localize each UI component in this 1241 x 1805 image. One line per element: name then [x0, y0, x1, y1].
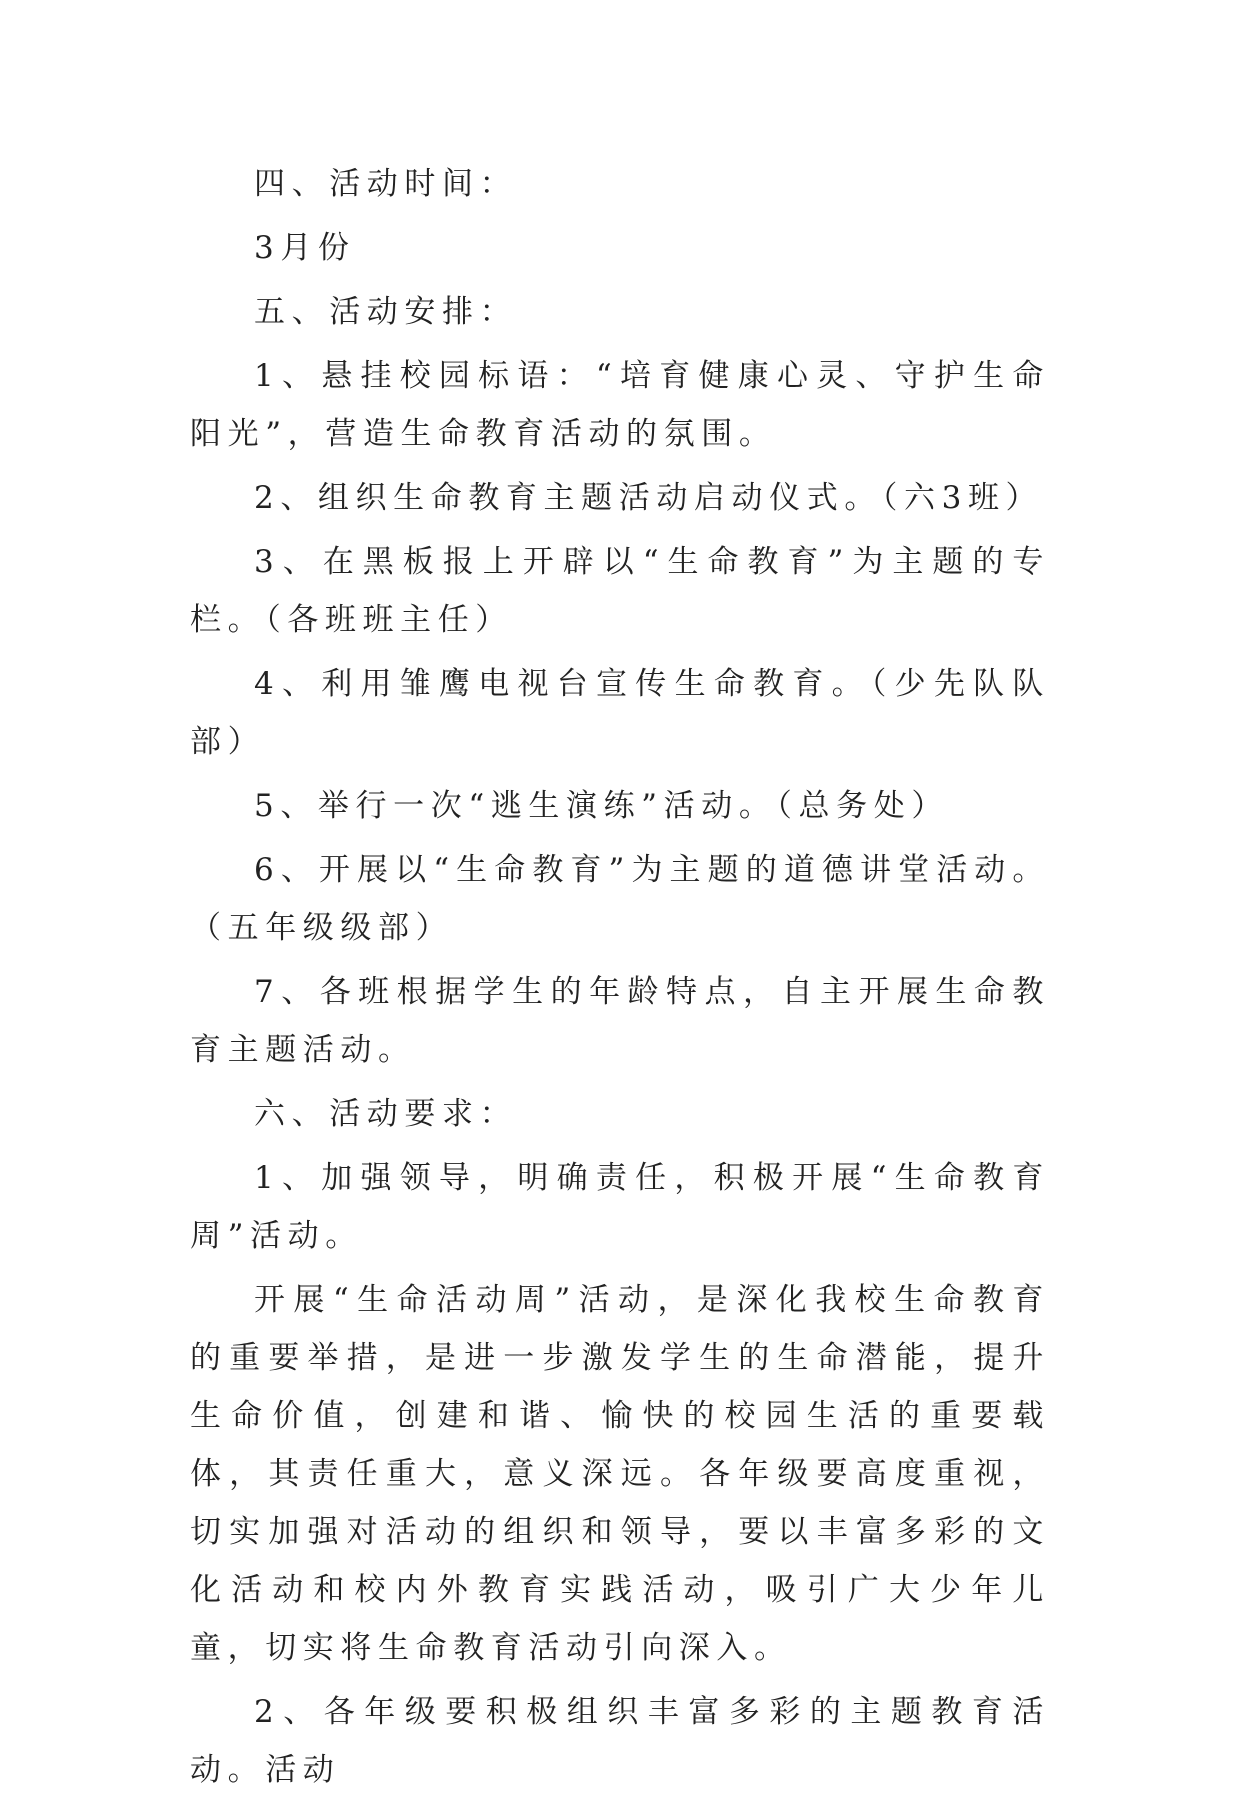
arrangement-item-4: 4、利用雏鹰电视台宣传生命教育。（少先队队部） — [190, 666, 1050, 760]
arrangement-item-1: 1、悬挂校园标语：“培育健康心灵、守护生命阳光”，营造生命教育活动的氛围。 — [190, 358, 1050, 452]
section-heading-activity-requirements: 六、活动要求： — [254, 1096, 518, 1132]
section-heading-activity-arrangement: 五、活动安排： — [254, 294, 518, 330]
requirement-item-2: 2、各年级要积极组织丰富多彩的主题教育活动。活动 — [190, 1694, 1050, 1788]
arrangement-item-7: 7、各班根据学生的年龄特点，自主开展生命教育主题活动。 — [190, 974, 1050, 1068]
arrangement-item-2: 2、组织生命教育主题活动启动仪式。（六3班） — [254, 480, 1044, 516]
arrangement-item-5: 5、举行一次“逃生演练”活动。（总务处） — [254, 788, 949, 824]
arrangement-item-3: 3、在黑板报上开辟以“生命教育”为主题的专栏。（各班班主任） — [190, 544, 1050, 638]
arrangement-item-6: 6、开展以“生命教育”为主题的道德讲堂活动。（五年级级部） — [190, 852, 1050, 946]
section-heading-activity-time: 四、活动时间： — [254, 166, 518, 202]
document-page — [190, 155, 1050, 1805]
requirement-item-1: 1、加强领导，明确责任，积极开展“生命教育周”活动。 — [190, 1160, 1050, 1254]
requirement-body-paragraph: 开展“生命活动周”活动，是深化我校生命教育的重要举措，是进一步激发学生的生命潜能，提升生命价值，创建和谐、愉快的校园生活的重要载体，其责任重大，意义深远。各年级要高度重视，切实加强对活动的组织和领导，要以丰富多彩的文化活动和校内外教育实践活动，吸引广大少年儿童，切实将生命教育活动引向深入。 — [190, 1282, 1050, 1666]
activity-time-value: 3月份 — [254, 230, 356, 266]
